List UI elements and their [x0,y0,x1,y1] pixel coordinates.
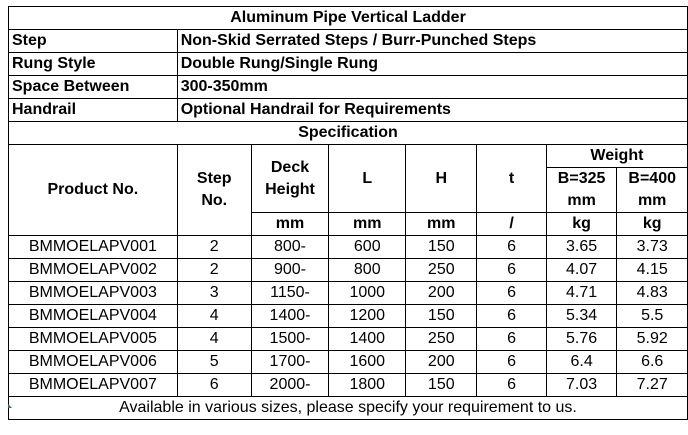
unit-deck: mm [251,213,328,236]
cell-h: 150 [406,305,477,328]
cell-deck: 1150- [251,282,328,305]
cell-l: 1000 [329,282,406,305]
cell-h: 150 [406,374,477,397]
unit-b400: kg [617,213,688,236]
footer-note: Available in various sizes, please specify your requirement to us. [9,397,688,420]
cell-step: 3 [177,282,251,305]
cell-l: 1800 [329,374,406,397]
cell-step: 2 [177,236,251,259]
cell-w400: 6.6 [617,351,688,374]
header-deck-line2: Height [265,180,315,198]
cell-l: 1400 [329,328,406,351]
property-label-space-between: Space Between [9,76,178,99]
property-label-handrail: Handrail [9,99,178,122]
spec-sheet-table [8,6,688,420]
table-row [9,351,688,374]
cell-t: 6 [477,351,547,374]
cell-w325: 6.4 [546,351,617,374]
table-row [9,328,688,351]
table-row [9,282,688,305]
unit-h: mm [406,213,477,236]
cell-h: 250 [406,328,477,351]
cell-l: 800 [329,259,406,282]
header-step-line1: Step [196,170,232,187]
cell-w325: 7.03 [546,374,617,397]
header-product-no: Product No. [9,145,178,236]
cell-product: BMMOELAPV006 [9,351,178,374]
table-row [9,374,688,397]
specification-heading: Specification [9,122,688,145]
unit-b325: kg [546,213,617,236]
property-value-space-between: 300-350mm [177,76,687,99]
property-value-step: Non-Skid Serrated Steps / Burr-Punched Steps [177,30,687,53]
property-value-rung-style: Double Rung/Single Rung [177,53,687,76]
cell-t: 6 [477,236,547,259]
cell-l: 600 [329,236,406,259]
header-step-line2: No. [201,192,228,209]
header-h: H [406,145,477,213]
table-row [9,259,688,282]
cell-deck: 800- [251,236,328,259]
table-row [9,305,688,328]
cell-step: 2 [177,259,251,282]
cell-deck: 1500- [251,328,328,351]
header-b400-line2: mm [637,192,667,209]
cell-w400: 4.15 [617,259,688,282]
cell-w400: 3.73 [617,236,688,259]
cell-t: 6 [477,282,547,305]
cell-w400: 7.27 [617,374,688,397]
header-weight: Weight [546,145,687,168]
cell-product: BMMOELAPV007 [9,374,178,397]
header-b325-line1: B=325 [557,170,606,187]
cell-deck: 1400- [251,305,328,328]
cell-error-marker [8,404,12,408]
header-step-no [177,145,251,236]
property-label-rung-style: Rung Style [9,53,178,76]
cell-l: 1600 [329,351,406,374]
cell-h: 250 [406,259,477,282]
cell-step: 4 [177,305,251,328]
cell-h: 200 [406,282,477,305]
cell-w400: 4.83 [617,282,688,305]
property-value-handrail: Optional Handrail for Requirements [177,99,687,122]
cell-w400: 5.5 [617,305,688,328]
header-b325 [546,168,617,213]
cell-h: 150 [406,236,477,259]
cell-step: 5 [177,351,251,374]
cell-product: BMMOELAPV001 [9,236,178,259]
cell-l: 1200 [329,305,406,328]
cell-w325: 3.65 [546,236,617,259]
cell-w325: 4.07 [546,259,617,282]
cell-deck: 900- [251,259,328,282]
cell-product: BMMOELAPV005 [9,328,178,351]
cell-w325: 5.34 [546,305,617,328]
header-deck-line1: Deck [270,158,310,176]
cell-t: 6 [477,328,547,351]
cell-w325: 5.76 [546,328,617,351]
cell-t: 6 [477,305,547,328]
sheet-title: Aluminum Pipe Vertical Ladder [9,7,688,30]
table-row [9,236,688,259]
header-t: t [477,145,547,213]
unit-l: mm [329,213,406,236]
header-b325-line2: mm [567,192,596,209]
header-l: L [329,145,406,213]
cell-product: BMMOELAPV004 [9,305,178,328]
cell-deck: 2000- [251,374,328,397]
unit-t: / [477,213,547,236]
cell-h: 200 [406,351,477,374]
cell-w400: 5.92 [617,328,688,351]
header-b400 [617,168,688,213]
cell-t: 6 [477,374,547,397]
property-label-step: Step [9,30,178,53]
cell-step: 6 [177,374,251,397]
cell-w325: 4.71 [546,282,617,305]
cell-t: 6 [477,259,547,282]
header-b400-line1: B=400 [628,170,676,187]
header-deck-height [251,145,328,213]
cell-deck: 1700- [251,351,328,374]
cell-product: BMMOELAPV002 [9,259,178,282]
cell-step: 4 [177,328,251,351]
cell-product: BMMOELAPV003 [9,282,178,305]
